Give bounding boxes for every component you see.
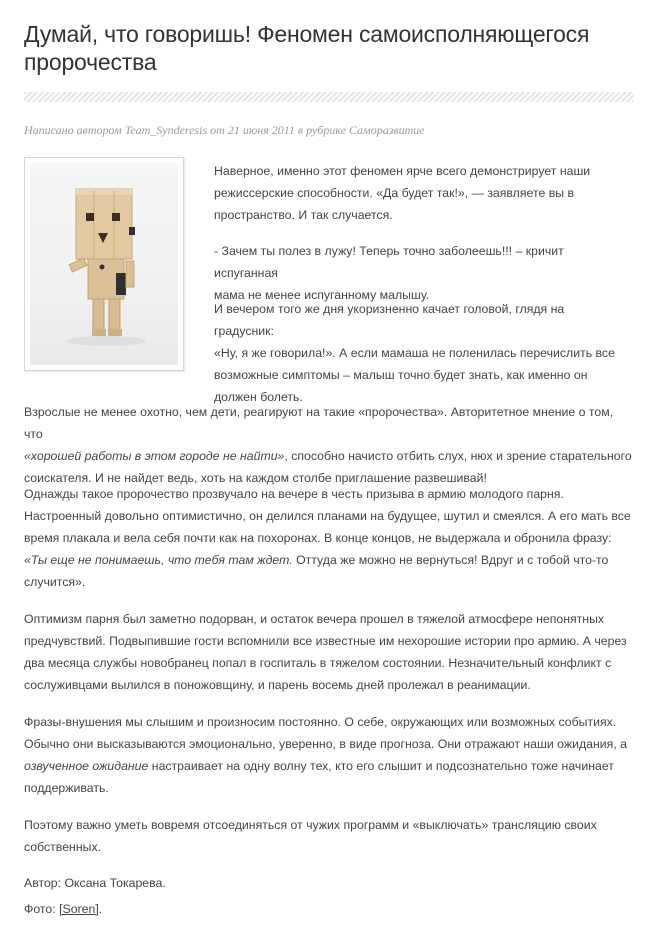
author-credit: Автор: Оксана Токарева.: [24, 876, 166, 890]
photo-credit: Фото: [Soren].: [24, 902, 103, 916]
paragraph-intro-2: - Зачем ты полез в лужу! Теперь точно заболеешь!!! – кричит испуганная мама не менее испуганному малышу.: [214, 244, 564, 302]
title-divider: [24, 92, 634, 102]
paragraph-intro-3: И вечером того же дня укоризненно качает головой, глядя на градусник: «Ну, я же говорила!». А если мамаша не поленилась перечислить все возможные симптомы – малыш точно будет знать, как именно он должен болеть.: [214, 302, 615, 404]
title-line-2[interactable]: пророчества: [24, 49, 157, 75]
article-photo[interactable]: [24, 157, 184, 371]
paragraph-7: Фразы-внушения мы слышим и произносим постоянно. О себе, окружающих или возможных событиях. Обычно они высказываются эмоционально, уверенно, в виде прогноза. Они отражают наши ожидания, а озвученное ожидание настраивает на одну волну тех, кто его слышит и подсознательно тоже начинает поддерживать.: [24, 715, 627, 795]
paragraph-4: Взрослые не менее охотно, чем дети, реагируют на такие «пророчества». Авторитетное мнение о том, что «хорошей работы в этом городе не найти», способно начисто отбить слух, нюх и зрение старательного соискателя. И не найдет ведь, хоть на каждом столбе приглашение развешивай!: [24, 405, 632, 485]
photo-credit-link[interactable]: [Soren]: [59, 902, 99, 916]
danbo-figure-icon: [30, 163, 178, 365]
post-meta: Написано автором Team_Synderesis от 21 июня 2011 в рубрике Саморазвитие: [24, 123, 425, 137]
danbo-robot-image: [30, 163, 178, 365]
paragraph-5: Однажды такое пророчество прозвучало на вечере в честь призыва в армию молодого парня. Настроенный довольно оптимистично, он делился планами на будущее, шутил и смеялся. А его мать все время плакала и вела себя почти как на похоронах. В конце концов, не выдержала и обронила фразу: «Ты еще не понимаешь, что тебя там ждет. Оттуда же можно не вернуться! Вдруг и с тобой что-то случится».: [24, 487, 631, 589]
article-title[interactable]: [24, 20, 624, 76]
paragraph-8: Поэтому важно уметь вовремя отсоединяться от чужих программ и «выключать» трансляцию своих собственных.: [24, 818, 597, 854]
paragraph-6: Оптимизм парня был заметно подорван, и остаток вечера прошел в тяжелой атмосфере непонятных предчувствий. Подвыпившие гости вспомнили все известные им нехорошие истории про армию. А через два месяца службы новобранец попал в госпиталь в тяжелом состоянии. Незначительный конфликт с сослуживцами вылился в поножовщину, и парень восемь дней пролежал в реанимации.: [24, 612, 627, 692]
title-line-1[interactable]: Думай, что говоришь! Феномен самоисполняющегося: [24, 21, 590, 47]
paragraph-intro-1: Наверное, именно этот феномен ярче всего демонстрирует наши режиссерские способности. «Да будет так!», — заявляете вы в пространство. И так случается.: [214, 164, 591, 222]
